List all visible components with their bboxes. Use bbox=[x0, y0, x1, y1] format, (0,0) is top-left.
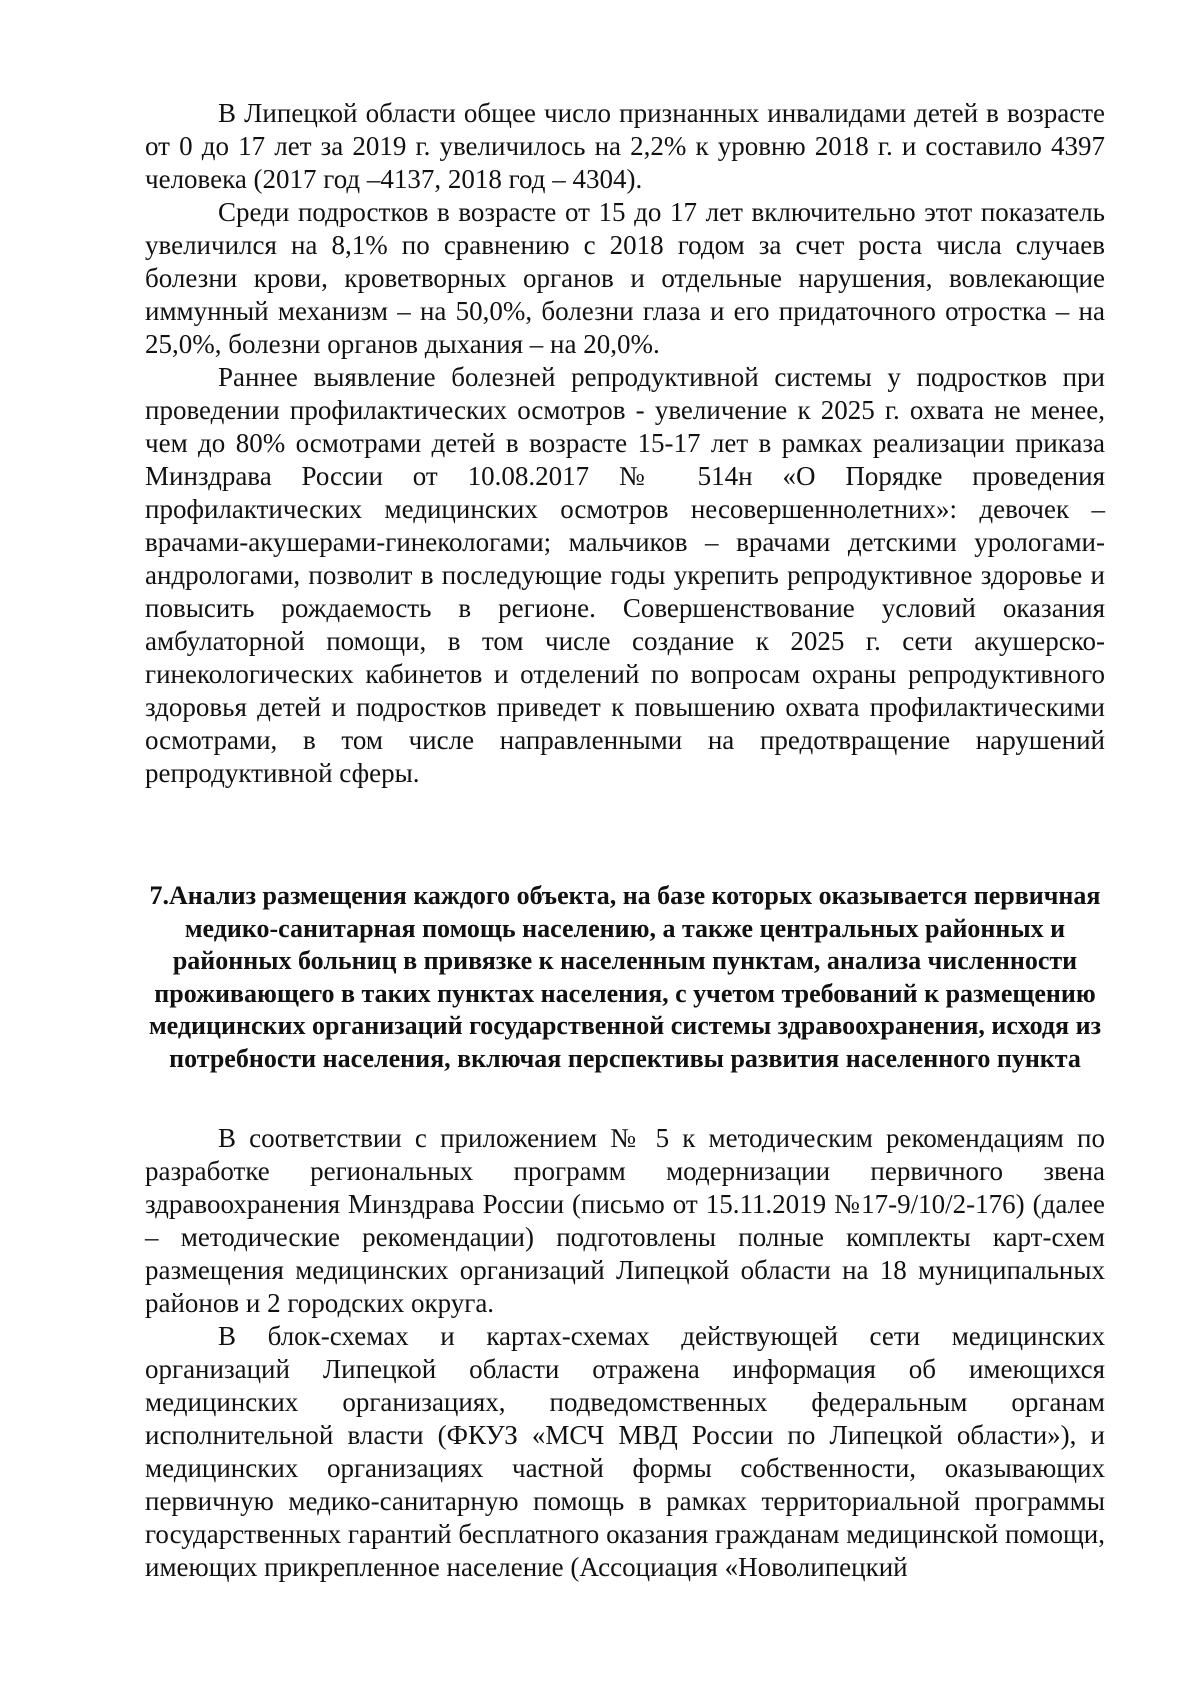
paragraph-adolescents-stats: Среди подростков в возрасте от 15 до 17 лет включительно этот показатель увеличился на 8,1% по сравнению с 2018 годом за счет роста числа случаев болезни крови, кроветворных органов и отдельные нарушения, вовлекающие иммунный механизм – на 50,0%, болезни глаза и его придаточного отростка – на 25,0%, болезни органов дыхания – на 20,0%. bbox=[145, 197, 1105, 359]
body-text-bottom bbox=[145, 1122, 1105, 1584]
paragraph-block-schemes: В блок-схемах и картах-схемах действующей сети медицинских организаций Липецкой области отражена информация об имеющихся медицинских организациях, подведомственных федеральным органам исполнительной власти (ФКУЗ «МСЧ МВД России по Липецкой области»), и медицинских организациях частной формы собственности, оказывающих первичную медико-санитарную помощь в рамках территориальной программы государственных гарантий бесплатного оказания гражданам медицинской помощи, имеющих прикрепленное население (Ассоциация «Новолипецкий bbox=[145, 1321, 1105, 1582]
paragraph-disabled-children-stats: В Липецкой области общее число признанных инвалидами детей в возрасте от 0 до 17 лет за 2019 г. увеличилось на 2,2% к уровню 2018 г. и составило 4397 человека (2017 год –4137, 2018 год – 4304). bbox=[145, 98, 1105, 194]
paragraph-method-recommendations: В соответствии с приложением № 5 к методическим рекомендациям по разработке региональных программ модернизации первичного звена здравоохранения Минздрава России (письмо от 15.11.2019 №17-9/10/2-176) (далее – методические рекомендации) подготовлены полные комплекты карт-схем размещения медицинских организаций Липецкой области на 18 муниципальных районов и 2 городских округа. bbox=[145, 1123, 1105, 1318]
section-heading: 7.Анализ размещения каждого объекта, на базе которых оказывается первичная медико-санитарная помощь населению, а также центральных районных и районных больниц в привязке к населенным пунктам, анализа численности проживающего в таких пунктах населения, с учетом требований к размещению медицинских организаций государственной системы здравоохранения, исходя из потребности населения, включая перспективы развития населенного пункта bbox=[148, 881, 1102, 1073]
body-text-top bbox=[145, 97, 1105, 790]
paragraph-reproductive-health: Раннее выявление болезней репродуктивной системы у подростков при проведении профилактических осмотров - увеличение к 2025 г. охвата не менее, чем до 80% осмотрами детей в возрасте 15-17 лет в рамках реализации приказа Минздрава России от 10.08.2017 № 514н «О Порядке проведения профилактических медицинских осмотров несовершеннолетних»: девочек – врачами-акушерами-гинекологами; мальчиков – врачами детскими урологами-андрологами, позволит в последующие годы укрепить репродуктивное здоровье и повысить рождаемость в регионе. Совершенствование условий оказания амбулаторной помощи, в том числе создание к 2025 г. сети акушерско-гинекологических кабинетов и отделений по вопросам охраны репродуктивного здоровья детей и подростков приведет к повышению охвата профилактическими осмотрами, в том числе направленными на предотвращение нарушений репродуктивной сферы. bbox=[145, 362, 1105, 788]
